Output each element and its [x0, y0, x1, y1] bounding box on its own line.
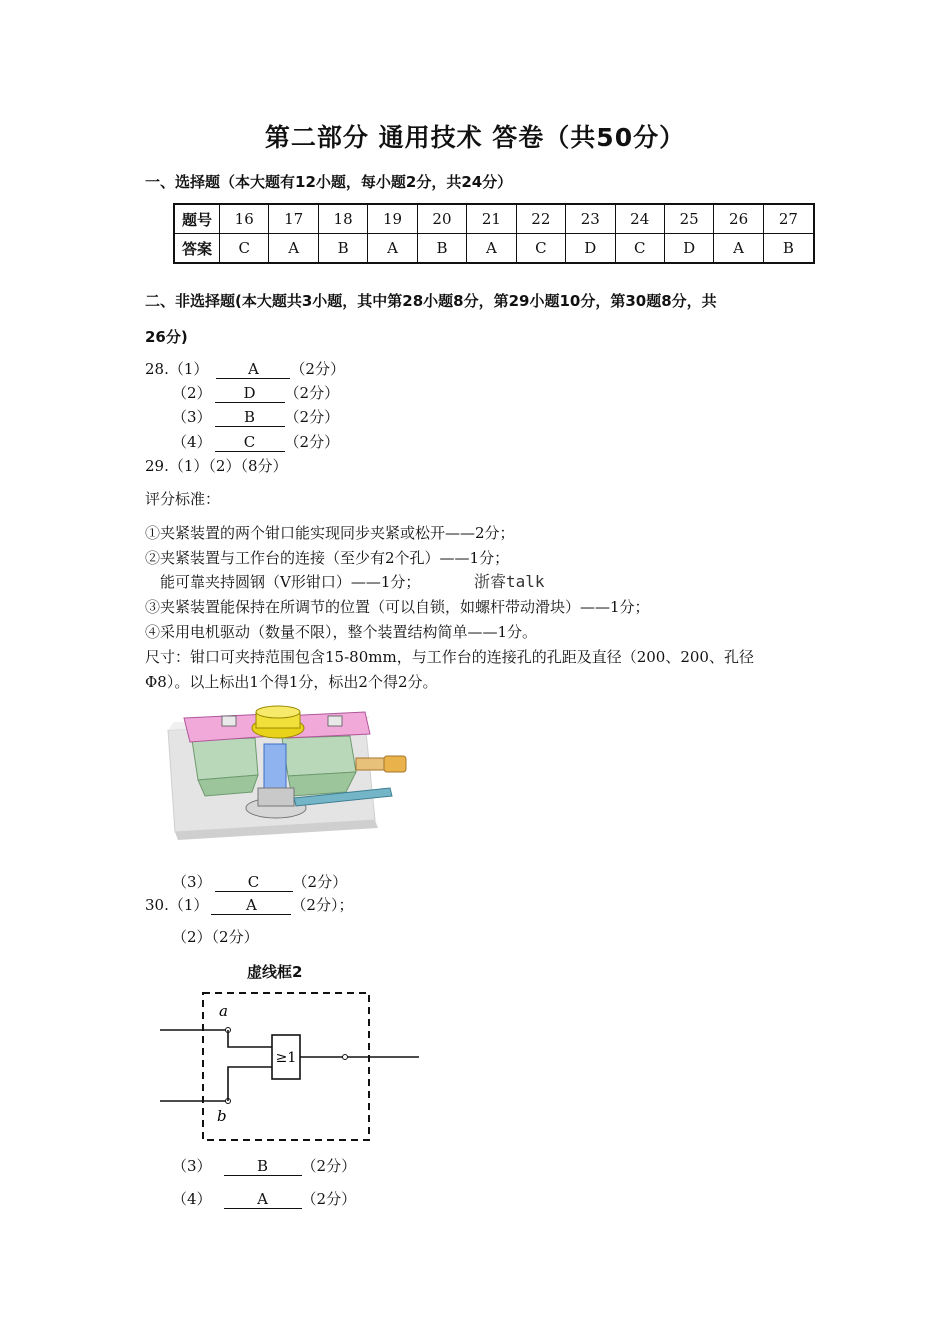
- q29-size-line1: 尺寸：钳口可夹持范围包含15-80mm，与工作台的连接孔的孔距及直径（200、200、孔径: [145, 648, 754, 666]
- answer-cell: D: [664, 234, 713, 264]
- q30-4-score: （2分）: [301, 1190, 357, 1208]
- q29-3-score: （2分）: [292, 873, 348, 891]
- answer-cell: B: [318, 234, 367, 264]
- section1-heading: 一、选择题（本大题有12小题，每小题2分，共24分）: [145, 173, 513, 191]
- q29-criterion-4: ④采用电机驱动（数量不限），整个装置结构简单——1分。: [145, 623, 538, 641]
- table-row-numbers: [174, 204, 814, 234]
- question-number: 23: [566, 204, 615, 234]
- q28-part4: [172, 431, 339, 452]
- q29-criteria-title: 评分标准：: [145, 490, 221, 508]
- q30-4-answer: A: [224, 1191, 302, 1209]
- answer-cell: D: [566, 234, 615, 264]
- question-number: 18: [318, 204, 367, 234]
- question-number: 24: [615, 204, 664, 234]
- watermark-text: 浙睿talk: [474, 572, 545, 591]
- q30-part3: [172, 1155, 356, 1176]
- answer-cell: A: [368, 234, 417, 264]
- q29-size-line2: Φ8）。以上标出1个得1分，标出2个得2分。: [145, 673, 438, 691]
- q28-part3: [172, 406, 339, 427]
- q28-4-answer: C: [215, 434, 285, 452]
- answer-cell: A: [269, 234, 318, 264]
- question-number: 19: [368, 204, 417, 234]
- q28-4-label: （4）: [172, 433, 212, 451]
- q29-criterion-2b: 能可靠夹持圆钢（V形钳口）——1分；: [160, 573, 421, 591]
- output-terminal: [343, 1055, 348, 1060]
- q30-part4: [172, 1188, 356, 1209]
- dashed-box-title: 虚线框2: [247, 963, 303, 981]
- q28-3-answer: B: [215, 409, 285, 427]
- logic-circuit-diagram: [155, 985, 430, 1150]
- q28-1-score: （2分）: [290, 360, 345, 378]
- q30-1-label: 30.（1）: [145, 896, 209, 914]
- q29-header: 29.（1）（2）（8分）: [145, 457, 288, 475]
- q30-3-label: （3）: [172, 1157, 212, 1175]
- q30-1-score: （2分）；: [291, 896, 354, 914]
- q29-criterion-2: ②夹紧装置与工作台的连接（至少有2个孔）——1分；: [145, 549, 510, 567]
- q29-criterion-3: ③夹紧装置能保持在所调节的位置（可以自锁，如螺杆带动滑块）——1分；: [145, 598, 650, 616]
- q30-part2: （2）（2分）: [172, 928, 259, 946]
- question-number: 22: [516, 204, 565, 234]
- q28-3-label: （3）: [172, 408, 212, 426]
- q28-2-answer: D: [215, 385, 285, 403]
- q30-4-label: （4）: [172, 1190, 212, 1208]
- question-number: 20: [417, 204, 466, 234]
- q28-4-score: （2分）: [284, 433, 340, 451]
- q28-part1: [145, 358, 345, 379]
- section2-heading-line1: 二、非选择题(本大题共3小题，其中第28小题8分，第29小题10分，第30题8分，共: [145, 292, 717, 310]
- clamp-device-illustration: [160, 700, 420, 845]
- q29-3-label: （3）: [172, 873, 212, 891]
- question-number: 17: [269, 204, 318, 234]
- answer-cell: C: [516, 234, 565, 264]
- q28-2-score: （2分）: [284, 384, 340, 402]
- answer-cell: B: [417, 234, 466, 264]
- q28-2-label: （2）: [172, 384, 212, 402]
- answer-table: [173, 203, 815, 264]
- input-b-label: b: [217, 1107, 227, 1125]
- row-label-answer: 答案: [174, 234, 220, 264]
- question-number: 21: [467, 204, 516, 234]
- q28-part2: [172, 382, 339, 403]
- gate-symbol: ≥1: [275, 1050, 297, 1066]
- table-row-answers: [174, 234, 814, 264]
- q30-3-score: （2分）: [301, 1157, 357, 1175]
- answer-cell: B: [763, 234, 814, 264]
- q30-3-answer: B: [224, 1158, 302, 1176]
- q28-1-label: 28.（1）: [145, 360, 209, 378]
- answer-cell: A: [714, 234, 763, 264]
- q28-1-answer: A: [216, 361, 290, 379]
- question-number: 16: [220, 204, 269, 234]
- q28-3-score: （2分）: [284, 408, 340, 426]
- q29-3-answer: C: [215, 874, 293, 892]
- page-title: 第二部分 通用技术 答卷（共50分）: [264, 123, 686, 152]
- question-number: 27: [763, 204, 814, 234]
- answer-cell: C: [615, 234, 664, 264]
- section2-heading-line2: 26分): [145, 328, 188, 346]
- q29-criterion-1: ①夹紧装置的两个钳口能实现同步夹紧或松开——2分；: [145, 524, 515, 542]
- input-a-label: a: [219, 1002, 228, 1020]
- q30-part1: [145, 894, 353, 915]
- question-number: 26: [714, 204, 763, 234]
- q29-part3: [172, 871, 347, 892]
- question-number: 25: [664, 204, 713, 234]
- row-label-number: 题号: [174, 204, 220, 234]
- q30-1-answer: A: [211, 897, 291, 915]
- answer-cell: C: [220, 234, 269, 264]
- answer-cell: A: [467, 234, 516, 264]
